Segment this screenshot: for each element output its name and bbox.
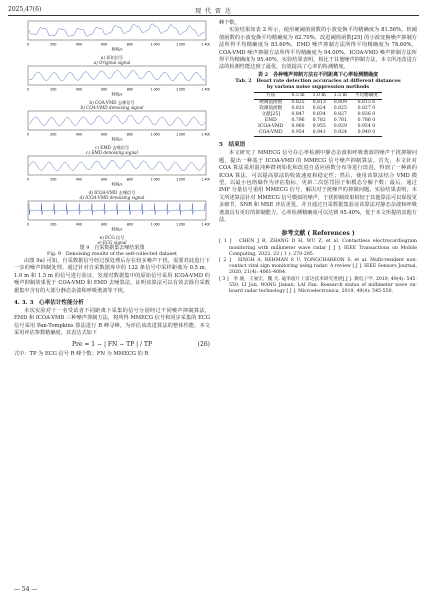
right-column xyxy=(219,20,417,295)
tick-label: 200 xyxy=(50,222,57,227)
axis-label: 时间/s xyxy=(111,46,123,52)
table-cell: 0.929 xyxy=(333,124,347,130)
subplot-caption-en: d) ICOA-VMD denoising signal xyxy=(79,195,145,200)
tick-label: 600 xyxy=(101,132,108,137)
table-cell: 0.941 xyxy=(312,130,326,136)
figure-caption-cn: 图 9 自采数据集去噪结果图 xyxy=(79,245,145,251)
equation-body: Pre = 1 − | FN − TP | / TP xyxy=(72,340,152,348)
table-cell: EMD xyxy=(264,118,277,124)
signal-trace xyxy=(29,70,205,80)
table-cell: 0.825 xyxy=(333,106,347,112)
tick-label: 800 xyxy=(126,87,133,92)
table-cell: 0.954 0 xyxy=(357,124,376,130)
tick-label: 600 xyxy=(101,87,108,92)
tick-label: 800 xyxy=(126,177,133,182)
left-column xyxy=(14,20,210,358)
tick-label: 200 xyxy=(50,87,57,92)
reference-item: [ 3 ] 李 骏，王豪宏，魏 凡. 毫米波片上雷达技术研究进展[ J ]. 微电子学, 2019, 49(4): 545-550. LI Jun, WANG Jianan, LAI Fan. Research status of millimeter wave on-board radar technology [ J ]. Microelectronica, 2019, 49(4): 545-550. xyxy=(219,276,417,295)
paragraph-where: 式中：TP 为 ECG 信号 R 峰个数；FN 为 MMECG 的 R xyxy=(14,350,149,357)
table-cell: 软阈值函数 xyxy=(259,106,283,112)
signal-trace xyxy=(29,204,205,215)
tick-label: 800 xyxy=(126,42,133,47)
table-column-header: 方法 xyxy=(266,93,276,99)
equation-number: (26) xyxy=(197,340,210,348)
paragraph-conclusion: 本文研究了 MMECG 信号在心率检测中静态杂波和呼吸谐波的噪声干扰抑制问题，提出一种基于 ICOA-VMD 的 MMECG 信号噪声抑制算法。首先，本文针对 COA 算法采用混沌种群初始化和改进自适应函数分布等进行改进，得到了一种新的 ICOA 算法，可以提高算法的收敛速度和稳定性；然后，使用该算法结合 VMD 模型，以最小包络熵作为评估指标，更新二次惩罚因子和模态分解个数；最后，通过 IMF 分量信号重组 MMECG 信号，解决对于扰噪声的抑制问题。实验结果表明，本文所述算法针对 MMECG 信号模拟的噪声，于扰抑制效果相较于其他算法可以保留更多细节，SNR 和 MSE 评估更优，并且通过自采数据集验证该算法对静态杂波和呼吸谐波具有更好的抑制能力，心率检测精确度可以达到 95.40%，优于本文所提的其他方法。 xyxy=(219,150,417,223)
tick-label: 1 200 xyxy=(176,222,186,227)
reference-item: [ 2 ] SINGH A, REHMAN S U, YONGCHAREON S, et al. Multi-resident non-contact vital sign monitoring using radar: A review [ J ]. IEEE Sensors Journal, 2020, 21(4): 4061-4084. xyxy=(219,258,417,276)
subplot-caption-cn: c) EMD 去噪信号 xyxy=(94,145,130,150)
table-cell: ICOA-VMD xyxy=(258,124,284,130)
tick-label: 1 200 xyxy=(176,87,186,92)
table-cell: 0.815 6 xyxy=(357,100,376,106)
section-heading-5: 5 结束语 xyxy=(219,142,246,149)
table-column-header: 平均精确度 xyxy=(354,93,378,99)
header-rule xyxy=(8,15,419,16)
tick-label: 0 xyxy=(27,87,29,92)
table-cell: 文献[25] xyxy=(261,112,281,118)
axis-label: 时间/s xyxy=(111,226,123,232)
table-caption-en-1: Tab. 2 Heart rate detection accuracies at different distances xyxy=(235,78,401,85)
tick-label: 1 400 xyxy=(201,42,210,47)
references-title: 参考文献 ( References ) xyxy=(281,230,355,238)
tick-label: 1 400 xyxy=(201,177,210,182)
table-row xyxy=(254,130,382,137)
paragraph-continued: 峰个数。 xyxy=(219,20,240,26)
tick-label: 800 xyxy=(126,222,133,227)
tick-label: 1 200 xyxy=(176,132,186,137)
issue-label: 2025,47(6) xyxy=(8,6,42,13)
tick-label: 0 xyxy=(27,42,29,47)
table-cell: 0.836 0 xyxy=(357,112,376,118)
subplot-svg xyxy=(14,200,210,232)
signal-trace xyxy=(29,24,205,37)
page-number: — 54 — xyxy=(14,586,38,593)
signal-trace xyxy=(29,160,205,170)
table-cell: 0.813 xyxy=(312,100,326,106)
subplot-svg xyxy=(14,20,210,52)
subplot-caption-cn: a) 原始信号 xyxy=(100,55,124,60)
table-cell: 0.827 xyxy=(333,112,347,118)
subplot xyxy=(14,200,210,232)
tick-label: 0 xyxy=(27,177,29,182)
table-header-row xyxy=(254,93,382,100)
tick-label: 400 xyxy=(75,132,82,137)
references-list xyxy=(219,239,417,295)
axis-label: 时间/s xyxy=(111,181,123,187)
table-cell: 0.796 xyxy=(291,118,305,124)
table-cell: 0.781 xyxy=(333,118,347,124)
subplot-caption-en: c) EMD denoising signal xyxy=(86,150,138,155)
table-cell: 0.824 xyxy=(312,106,326,112)
tick-label: 400 xyxy=(75,42,82,47)
table-cell: 0.955 xyxy=(312,124,326,130)
tick-label: 200 xyxy=(50,177,57,182)
tick-label: 400 xyxy=(75,222,82,227)
subplot xyxy=(14,20,210,52)
subplot-caption-en: e) ECG signal xyxy=(97,240,127,245)
reference-item: [ 1 ] CHEN J B, ZHANG D H, WU Z, et al. Contactless electrocardiogram monitoring with millimeter wave radar [ J ]. IEEE Transactions on Mobile Computing, 2022, 23 ( 1 ): 270-285. xyxy=(219,239,417,257)
subplot-caption-en: b) COA-VMD denoising signal xyxy=(80,105,144,110)
paragraph-denoise-result: 由图 9a) 可知，自采数据信号经过预处理后存在较多噪声干扰，需要对此进行下一步的噪声抑制处理。通过针对自采数据库中的 132 条信号中采样距离为 0.5 m、1.0 m 和 1.5 m 的信号进行验证，发现对数据集中的原始信号采用 ICOA-VMD 的噪声抑制效果优于 COA-VMD 和 EMD 去噪算法，证明该算法可以有效去除自采数据集中含有的大部分静态杂波和呼吸谐波等干扰。 xyxy=(14,258,210,294)
tick-label: 0 xyxy=(27,222,29,227)
table-cell: 0.847 xyxy=(291,112,305,118)
table-body xyxy=(254,100,382,137)
table-cell: 0.834 xyxy=(312,112,326,118)
signal-trace xyxy=(29,115,205,125)
plot-frame xyxy=(28,21,206,40)
tick-label: 1 000 xyxy=(150,222,160,227)
subplot xyxy=(14,155,210,187)
section-heading-4-3-3: 4. 3. 3 心率估计性能分析 xyxy=(14,300,84,307)
table-column-header: 0.5 m xyxy=(291,93,305,99)
paragraph-results: 实验结果如表 2 所示，使用硬阈值函数的小波变换平均精确度为 81.56%，软阈值函数的小波变换平均精确度为 82.70%，改进阈值函数[25] 的小波变换噪声抑制方法所得平均精确度为 83.60%，EMD 噪声抑制方法所得平均精确度为 78.60%，COA-VMD 噪声抑制方法所得平均精确度为 94.00%，ICOA-VMD 噪声抑制方法所得平均精确度为 95.40%。实验结果表明，相比于其他噪声抑制方法，本文所还改进方法的检测性能达到了最优，有效提高了心率的检测精度。 xyxy=(219,27,417,71)
subplot xyxy=(14,110,210,142)
tick-label: 200 xyxy=(50,132,57,137)
accuracy-table xyxy=(254,92,382,137)
journal-name: 现 代 雷 达 xyxy=(195,8,232,15)
figure-caption-en: Fig. 9 Denoising results of the self-collected dataset xyxy=(47,252,177,257)
subplot-svg xyxy=(14,65,210,97)
table-cell: 0.809 xyxy=(333,100,347,106)
table-cell: 0.782 xyxy=(312,118,326,124)
table-cell: 0.825 xyxy=(291,100,305,106)
tick-label: 0 xyxy=(27,132,29,137)
tick-label: 600 xyxy=(101,177,108,182)
tick-label: 1 000 xyxy=(150,132,160,137)
subplot-svg xyxy=(14,155,210,187)
table-caption-cn: 表 2 各种噪声抑制方法在不同距离下心率检测精确度 xyxy=(257,71,379,78)
tick-label: 1 000 xyxy=(150,87,160,92)
tick-label: 1 400 xyxy=(201,132,210,137)
subplot-svg xyxy=(14,110,210,142)
tick-label: 800 xyxy=(126,132,133,137)
table-cell: 硬阈值函数 xyxy=(259,100,283,106)
table-cell: 0.954 xyxy=(291,130,305,136)
tick-label: 600 xyxy=(101,42,108,47)
tick-label: 1 200 xyxy=(176,42,186,47)
tick-label: 1 000 xyxy=(150,177,160,182)
table-cell: 0.827 0 xyxy=(357,106,376,112)
tick-label: 400 xyxy=(75,177,82,182)
subplot xyxy=(14,65,210,97)
paragraph-heart-rate-eval: 本次实验对十一名受试者不同距离下采集的信号分别经过不同噪声抑制算法，EMD 和 ICOA-VMD 三种噪声抑制方法，将所得 MMECG 信号和同步采集的 ECG 信号采用 Pan-Tompkins 算法进行 R 峰寻峰，为评估该改进算法的整体性能，本文采用评估参数精确度，其表达式如下 xyxy=(14,308,210,337)
subplot-caption-cn: d) ICOA-VMD 去噪信号 xyxy=(88,190,136,195)
tick-label: 600 xyxy=(101,222,108,227)
figure-9 xyxy=(14,20,210,245)
tick-label: 1 000 xyxy=(150,42,160,47)
table-column-header: 1.5 m xyxy=(333,93,347,99)
axis-label: 时间/s xyxy=(111,91,123,97)
table-cell: 0.924 xyxy=(333,130,347,136)
table-cell: 0.969 xyxy=(291,124,305,130)
subplot-caption-cn: b) COA-VMD 去噪信号 xyxy=(89,100,135,105)
subplot-caption-cn: e) ECG 信号 xyxy=(99,235,125,240)
table-cell: 0.786 0 xyxy=(357,118,376,124)
axis-label: 时间/s xyxy=(111,136,123,142)
tick-label: 1 400 xyxy=(201,222,210,227)
table-caption-en-2: by various noise suppression methods xyxy=(266,84,370,91)
table-cell: 0.940 0 xyxy=(357,130,376,136)
tick-label: 400 xyxy=(75,87,82,92)
tick-label: 1 400 xyxy=(201,87,210,92)
equation-26 xyxy=(14,341,210,348)
subplot-caption-en: a) Original signal xyxy=(93,60,131,65)
plot-frame xyxy=(28,66,206,85)
tick-label: 1 200 xyxy=(176,177,186,182)
table-cell: 0.831 xyxy=(291,106,305,112)
table-column-header: 1.0 m xyxy=(312,93,326,99)
tick-label: 200 xyxy=(50,42,57,47)
table-cell: COA-VMD xyxy=(259,130,283,136)
